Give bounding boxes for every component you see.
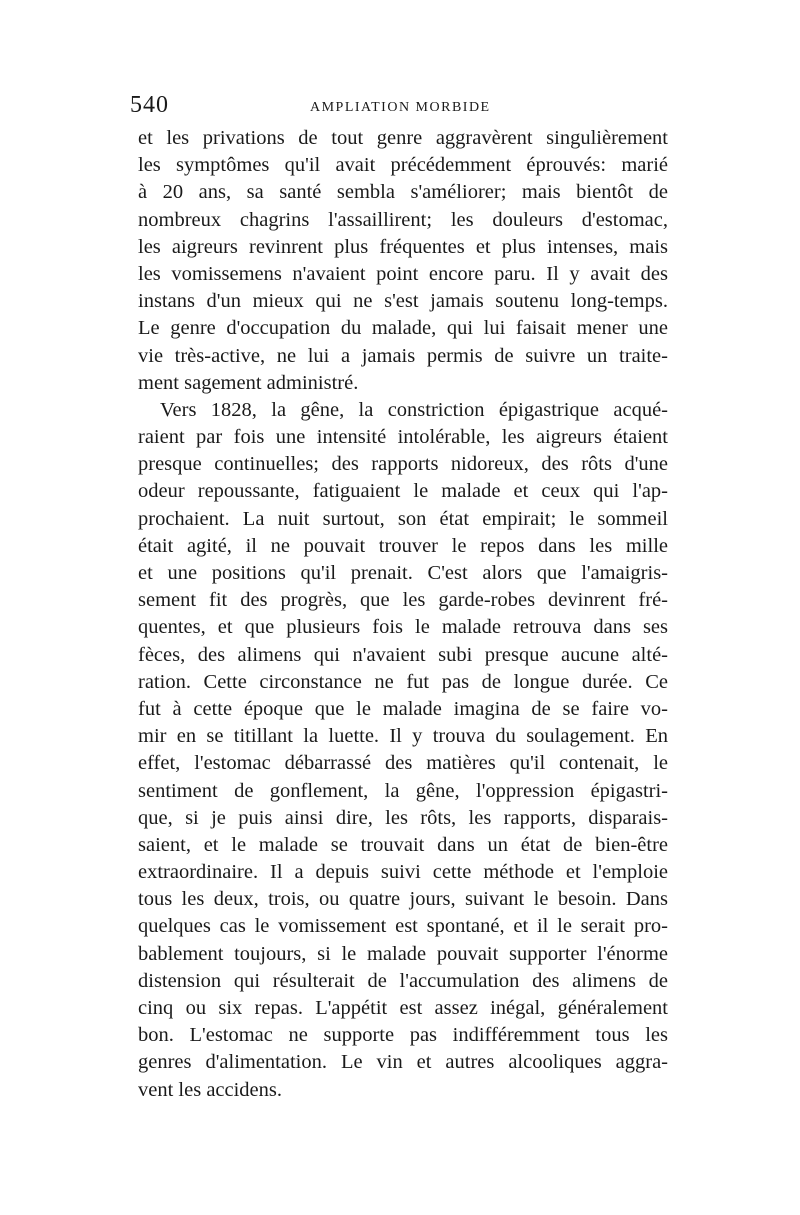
text-line: et les privations de tout genre aggravèrent singulièrement: [138, 127, 668, 149]
text-line: vent les accidens.: [138, 1078, 283, 1101]
text-line: instans d'un mieux qui ne s'est jamais soutenu long-temps.: [138, 290, 668, 313]
text-line: fut à cette époque que le malade imagina de se faire vo-: [138, 697, 668, 720]
text-line: tous les deux, trois, ou quatre jours, suivant le besoin. Dans: [138, 888, 668, 911]
text-line: distension qui résulterait de l'accumulation des alimens de: [138, 969, 668, 992]
text-line: saient, et le malade se trouvait dans un état de bien-être: [138, 833, 668, 856]
text-line: genres d'alimentation. Le vin et autres alcooliques aggra-: [138, 1051, 668, 1074]
text-line: effet, l'estomac débarrassé des matières qu'il contenait, le: [138, 752, 668, 775]
text-line: ment sagement administré.: [138, 371, 359, 394]
body-text: [138, 125, 668, 1104]
running-head: AMPLIATION MORBIDE: [310, 100, 491, 115]
text-line: extraordinaire. Il a depuis suivi cette méthode et l'emploie: [138, 861, 668, 884]
page-header: [130, 92, 670, 120]
text-line: quelques cas le vomissement est spontané, et il le serait pro-: [138, 915, 668, 938]
text-line: sentiment de gonflement, la gêne, l'oppression épigastri-: [138, 779, 668, 802]
text-line: était agité, il ne pouvait trouver le repos dans les mille: [138, 534, 668, 557]
text-line: mir en se titillant la luette. Il y trouva du soulagement. En: [138, 725, 668, 748]
text-line: les aigreurs revinrent plus fréquentes et plus intenses, mais: [138, 235, 668, 258]
text-line: sement fit des progrès, que les garde-robes devinrent fré-: [138, 589, 668, 612]
text-line: presque continuelles; des rapports nidoreux, des rôts d'une: [138, 453, 668, 476]
text-line: que, si je puis ainsi dire, les rôts, les rapports, disparais-: [138, 806, 668, 829]
text-line: nombreux chagrins l'assaillirent; les douleurs d'estomac,: [138, 208, 668, 231]
text-line: à 20 ans, sa santé sembla s'améliorer; mais bientôt de: [138, 181, 668, 204]
text-line: cinq ou six repas. L'appétit est assez inégal, généralement: [138, 997, 668, 1019]
text-line: les vomissemens n'avaient point encore paru. Il y avait des: [138, 262, 668, 285]
text-line: les symptômes qu'il avait précédemment éprouvés: marié: [138, 154, 668, 177]
text-line: prochaient. La nuit surtout, son état empirait; le sommeil: [138, 507, 668, 530]
text-line: vie très-active, ne lui a jamais permis de suivre un traite-: [138, 344, 668, 367]
text-line: raient par fois une intensité intolérable, les aigreurs étaient: [138, 426, 668, 449]
text-line: bablement toujours, si le malade pouvait supporter l'énorme: [138, 942, 668, 965]
text-line: quentes, et que plusieurs fois le malade retrouva dans ses: [138, 616, 668, 639]
text-line: Le genre d'occupation du malade, qui lui faisait mener une: [138, 317, 668, 340]
text-line: bon. L'estomac ne supporte pas indifféremment tous les: [138, 1024, 668, 1047]
page-number: 540: [130, 92, 169, 118]
text-line: Vers 1828, la gêne, la constriction épigastrique acqué-: [160, 398, 668, 421]
text-line: odeur repoussante, fatiguaient le malade et ceux qui l'ap-: [138, 480, 668, 503]
text-line: et une positions qu'il prenait. C'est alors que l'amaigris-: [138, 562, 668, 584]
text-line: fèces, des alimens qui n'avaient subi presque aucune alté-: [138, 643, 668, 666]
text-line: ration. Cette circonstance ne fut pas de longue durée. Ce: [138, 670, 668, 693]
